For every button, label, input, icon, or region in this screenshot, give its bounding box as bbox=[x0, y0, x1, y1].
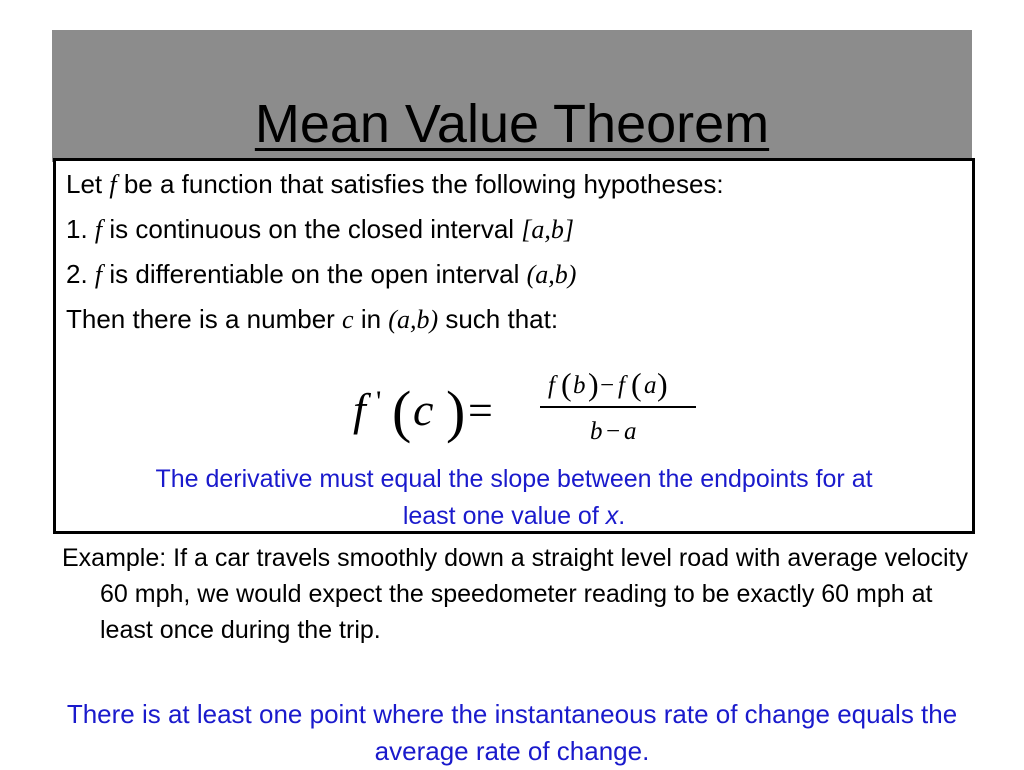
derivative-note-var: x bbox=[605, 502, 619, 530]
formula-equals: = bbox=[468, 386, 493, 435]
formula-num-close2: ) bbox=[657, 366, 668, 402]
theorem-intro bbox=[66, 169, 724, 200]
intro-prefix: Let bbox=[66, 169, 110, 199]
h1-text: is continuous on the closed interval bbox=[102, 214, 522, 244]
formula-prime: ' bbox=[376, 385, 382, 418]
h2-num: 2. bbox=[66, 259, 95, 289]
formula-num-a: a bbox=[644, 372, 657, 399]
formula-lhs-var: c bbox=[413, 384, 434, 435]
formula-den-b: b bbox=[590, 418, 603, 445]
hypothesis-2 bbox=[66, 259, 576, 290]
conclusion-statement bbox=[66, 304, 558, 335]
formula-num-f1: f bbox=[548, 372, 555, 399]
title-band bbox=[52, 30, 972, 162]
hypothesis-1 bbox=[66, 214, 574, 245]
derivative-note-suffix: . bbox=[618, 502, 626, 530]
then-suffix: such that: bbox=[438, 304, 559, 334]
formula-den-minus: − bbox=[606, 418, 621, 445]
h2-text: is differentiable on the open interval bbox=[102, 259, 527, 289]
derivative-note-prefix: least one value of bbox=[402, 502, 606, 530]
then-mid: in bbox=[353, 304, 389, 334]
h2-var: f bbox=[94, 260, 103, 289]
page-title: Mean Value Theorem bbox=[254, 94, 770, 154]
then-interval: (a,b) bbox=[388, 305, 439, 334]
theorem-box bbox=[53, 158, 975, 534]
intro-suffix: be a function that satisfies the following hypotheses: bbox=[116, 169, 724, 199]
formula-lhs-f: f bbox=[353, 384, 366, 435]
h1-var: f bbox=[94, 215, 103, 244]
formula-lhs-open: ( bbox=[392, 379, 412, 444]
intro-var: f bbox=[109, 170, 117, 199]
derivative-note-line2 bbox=[66, 498, 962, 535]
formula-num-open2: ( bbox=[631, 366, 642, 402]
example-paragraph: Example: If a car travels smoothly down a straight level road with average velocity 60 mph, we would expect the speedometer reading to be exactly 60 mph at least once during the trip. bbox=[62, 544, 968, 644]
h2-interval: (a,b) bbox=[526, 260, 577, 289]
h1-num: 1. bbox=[66, 214, 95, 244]
formula-num-minus: − bbox=[600, 372, 615, 399]
then-var: c bbox=[342, 305, 354, 334]
formula-lhs-close: ) bbox=[446, 379, 466, 444]
formula-den-a: a bbox=[624, 418, 637, 445]
formula-num-open1: ( bbox=[561, 366, 572, 402]
then-prefix: Then there is a number bbox=[66, 304, 343, 334]
h1-interval: [a,b] bbox=[521, 215, 575, 244]
derivative-note-line1: The derivative must equal the slope between the endpoints for at bbox=[155, 465, 873, 493]
conclusion-paragraph: There is at least one point where the instantaneous rate of change equals the average rate of change. bbox=[66, 699, 958, 766]
derivative-note bbox=[66, 461, 962, 535]
formula-num-close1: ) bbox=[588, 366, 599, 402]
formula-num-f2: f bbox=[618, 372, 625, 399]
mvt-formula bbox=[56, 361, 972, 451]
formula-num-b: b bbox=[573, 372, 586, 399]
